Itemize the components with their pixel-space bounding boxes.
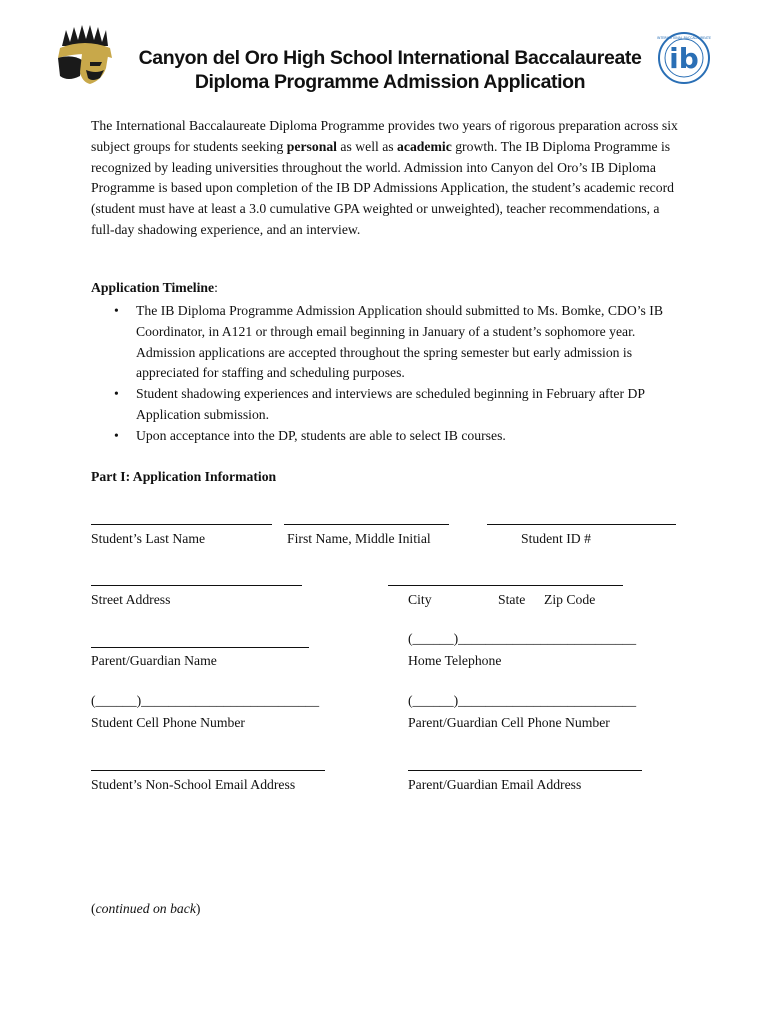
continued-open-paren: ( xyxy=(91,901,96,916)
city-state-zip-field[interactable] xyxy=(388,585,623,586)
ib-logo xyxy=(654,30,714,86)
part1-heading: Part I: Application Information xyxy=(91,469,277,484)
city-label: City xyxy=(408,592,432,607)
intro-text-2: as well as xyxy=(336,138,398,154)
guardian-name-label: Parent/Guardian Name xyxy=(91,653,217,668)
continued-text: continued on back xyxy=(95,901,196,916)
title-line-2: Diploma Programme Admission Application xyxy=(194,71,586,93)
student-id-field[interactable] xyxy=(487,524,676,525)
page-title xyxy=(120,46,660,94)
first-name-label: First Name, Middle Initial xyxy=(287,531,431,546)
ib-logo-text: ib xyxy=(669,42,699,75)
intro-bold-personal: personal xyxy=(286,138,337,154)
student-id-label: Student ID # xyxy=(521,531,591,546)
timeline-item: • Upon acceptance into the DP, students are able to select IB courses. xyxy=(91,426,681,447)
student-cell-label: Student Cell Phone Number xyxy=(91,715,245,730)
guardian-cell-label: Parent/Guardian Cell Phone Number xyxy=(408,715,610,730)
timeline-list xyxy=(91,301,681,447)
home-telephone-field[interactable]: (______)__________________________ xyxy=(408,631,637,646)
timeline-heading xyxy=(91,280,218,296)
student-email-label: Student’s Non-School Email Address xyxy=(91,777,296,792)
timeline-heading-colon: : xyxy=(214,280,218,295)
guardian-email-field[interactable] xyxy=(408,770,642,771)
zip-code-label: Zip Code xyxy=(544,592,596,607)
intro-text-1: The International Baccalaureate Diploma Programme provides two years of rigorous preparation across six subject groups for students seeking xyxy=(91,118,678,154)
student-email-field[interactable] xyxy=(91,770,325,771)
timeline-item: • Student shadowing experiences and interviews are scheduled beginning in February after DP Application submission. xyxy=(91,384,681,426)
guardian-cell-field[interactable]: (______)__________________________ xyxy=(408,693,637,708)
last-name-field[interactable] xyxy=(91,524,272,525)
home-telephone-label: Home Telephone xyxy=(408,653,502,668)
continued-note xyxy=(91,901,200,917)
title-line-1: Canyon del Oro High School International Baccalaureate xyxy=(138,47,642,69)
state-label: State xyxy=(498,592,526,607)
guardian-name-field[interactable] xyxy=(91,647,309,648)
guardian-email-label: Parent/Guardian Email Address xyxy=(408,777,582,792)
street-address-field[interactable] xyxy=(91,585,302,586)
student-cell-field[interactable]: (______)__________________________ xyxy=(91,693,320,708)
ib-logo-ring-text: INTERNATIONAL BACCALAUREATE xyxy=(657,36,711,40)
intro-paragraph xyxy=(91,116,681,241)
timeline-heading-text: Application Timeline xyxy=(91,280,215,295)
continued-close-paren: ) xyxy=(195,901,201,916)
school-mascot-logo xyxy=(56,24,114,86)
intro-text-3: growth. The IB Diploma Programme is recognized by leading universities throughout the world. Admission into Canyon del Oro’s IB Diploma Programme is based upon completion of the IB DP Admissions Application, the student’s academic record (student must have at least a 3.0 cumulative GPA weighted or unweighted), teacher recommendations, a full-day shadowing experience, and an interview. xyxy=(91,138,675,237)
intro-bold-academic: academic xyxy=(397,138,452,154)
last-name-label: Student’s Last Name xyxy=(91,531,206,546)
street-address-label: Street Address xyxy=(91,592,171,607)
first-name-field[interactable] xyxy=(284,524,449,525)
timeline-item: • The IB Diploma Programme Admission Application should submitted to Ms. Bomke, CDO’s IB Coordinator, in A121 or through email beginning in January of a student’s sophomore year. Admission applications are accepted throughout the spring semester but early admission is appreciated for staffing and scheduling purposes. xyxy=(91,301,681,384)
